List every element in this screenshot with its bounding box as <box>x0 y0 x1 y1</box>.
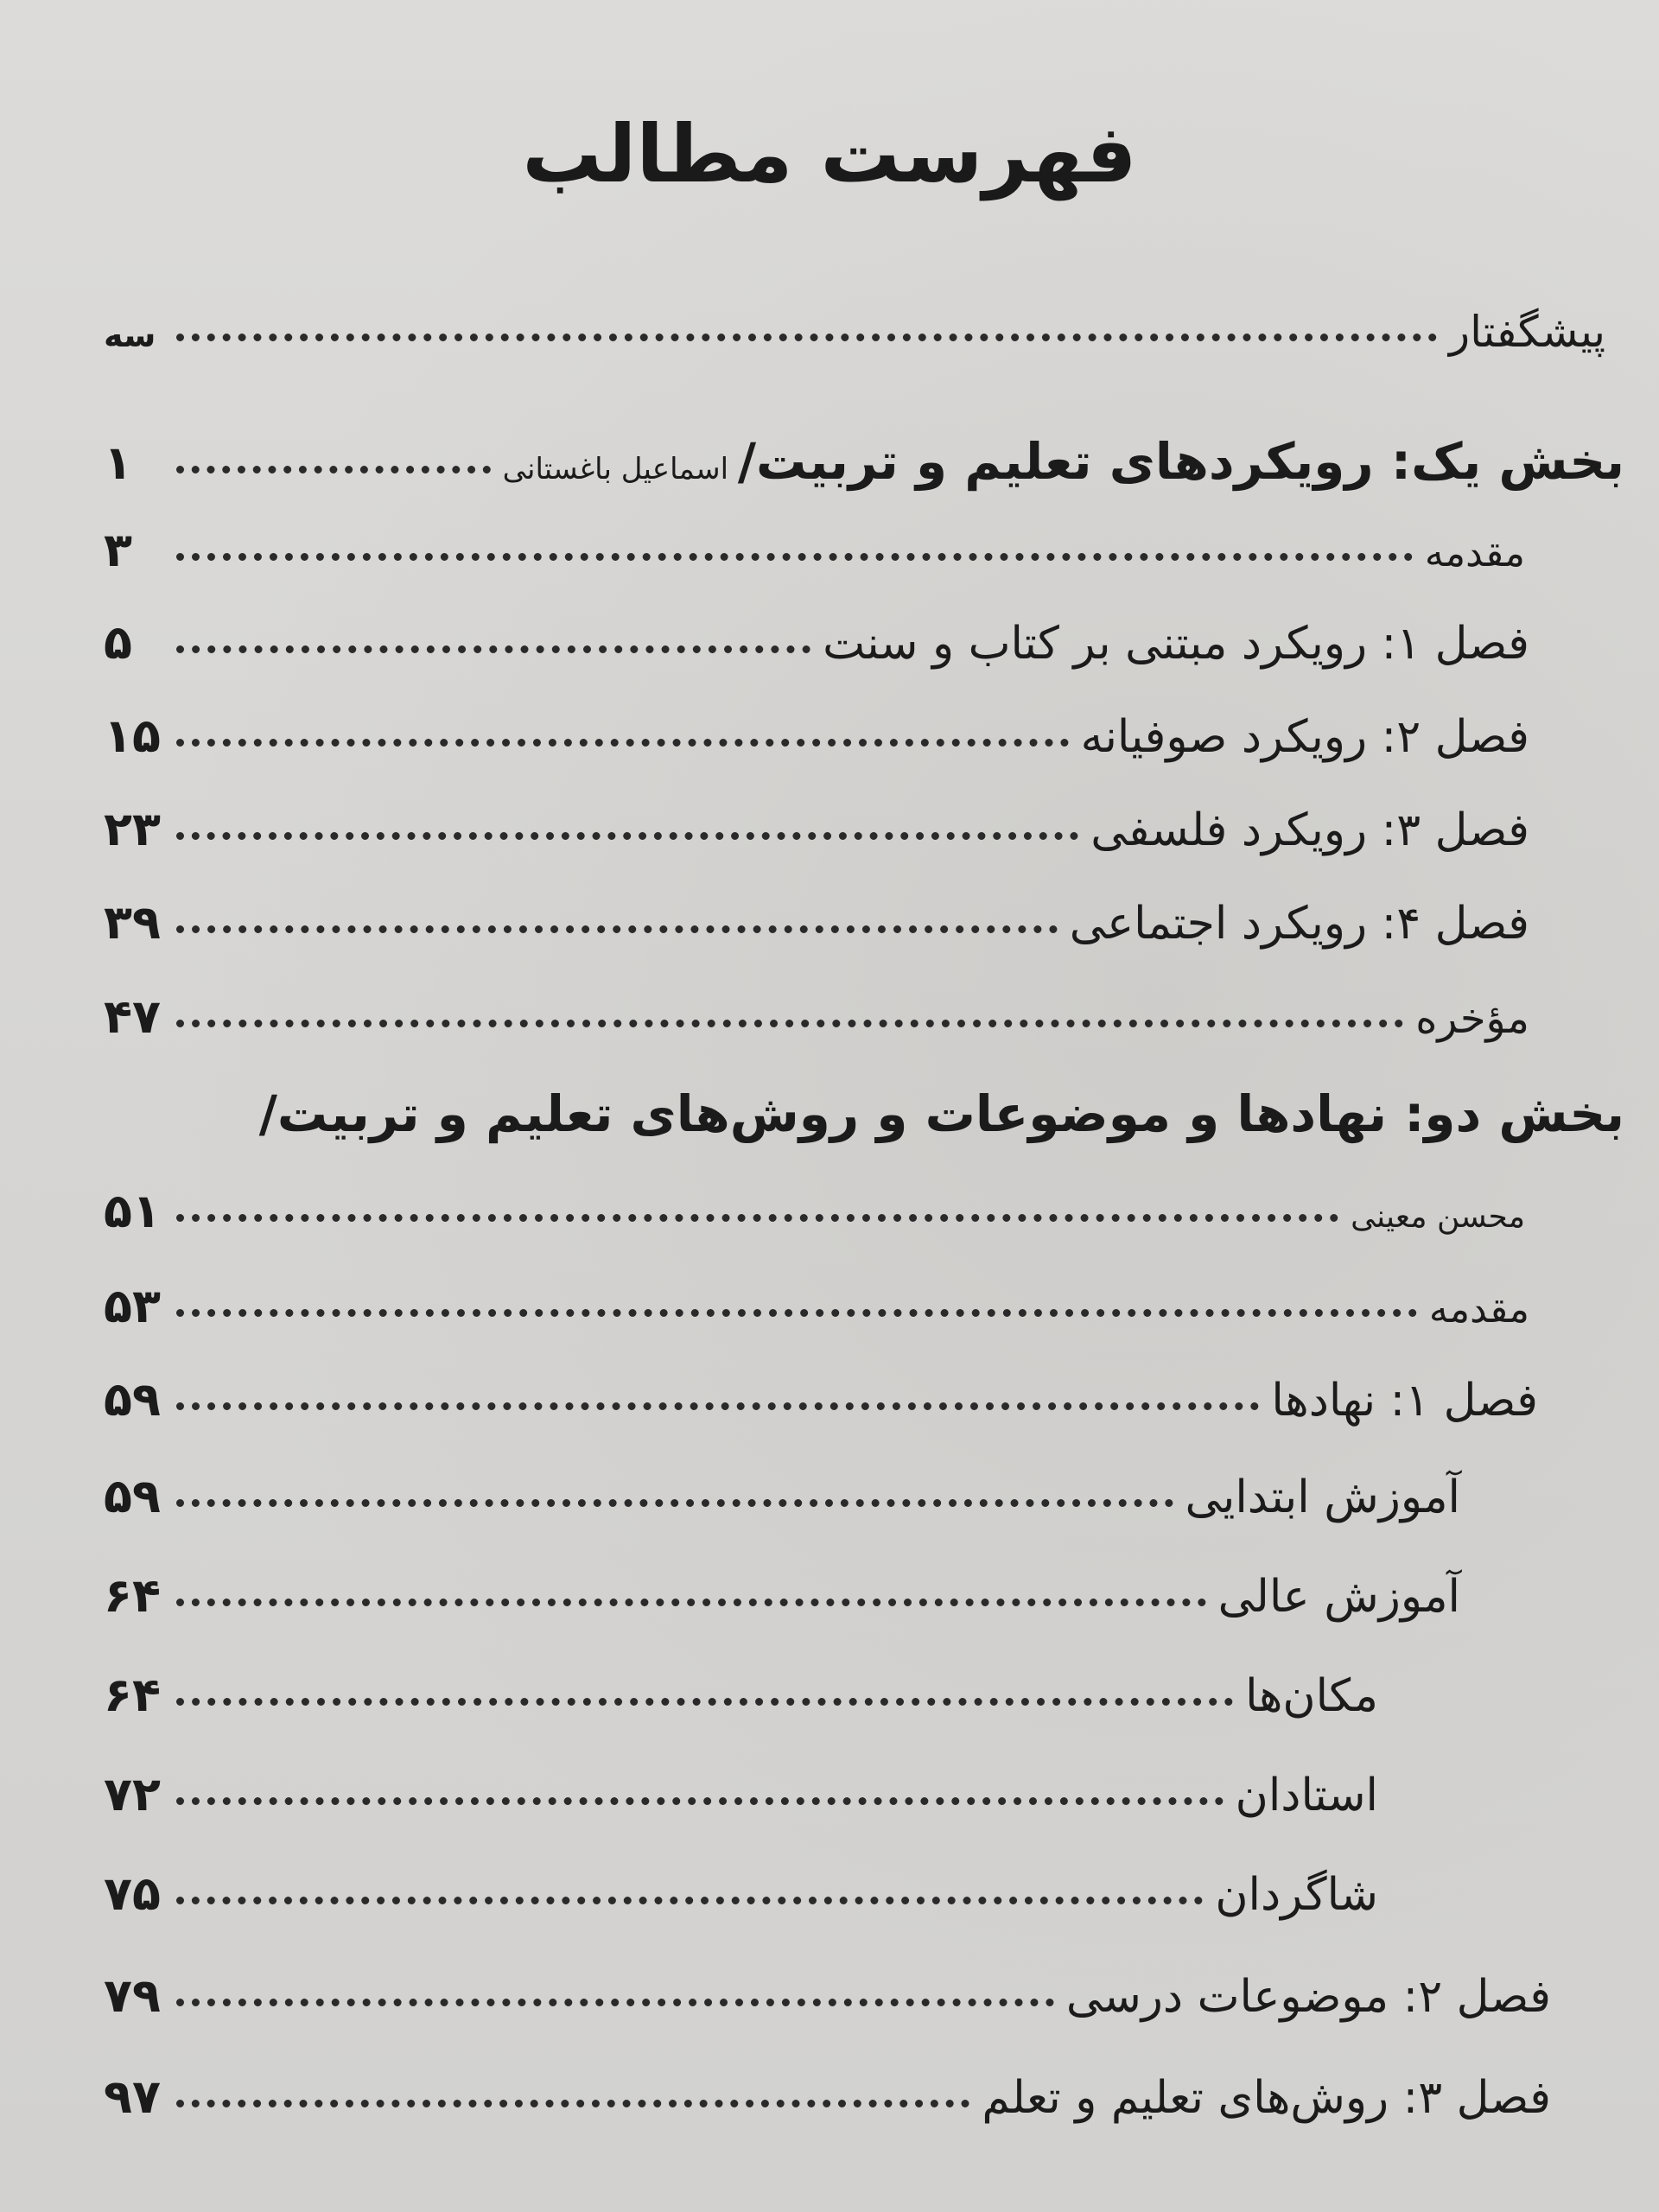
toc-entry-institutions <box>104 1372 1538 1441</box>
dot-leader <box>176 1214 1338 1222</box>
dot-leader <box>176 553 1413 561</box>
toc-entry-preface <box>104 307 1605 376</box>
toc-entry-label: پیشگفتار <box>1449 307 1605 357</box>
toc-entry-introduction <box>104 523 1525 592</box>
toc-entry-part-two: بخش دو: نهادها و موضوعات و روش‌های تعلیم و تربیت/ <box>258 1084 1624 1143</box>
toc-entry-label: مقدمه <box>1424 531 1525 575</box>
toc-entry-label: فصل ۱: رویکرد مبتنی بر کتاب و سنت <box>823 618 1529 670</box>
toc-entry-teachers <box>104 1767 1378 1836</box>
dot-leader <box>176 1999 1054 2006</box>
toc-page-number: ۵۹ <box>104 1372 161 1427</box>
dot-leader <box>176 2100 969 2107</box>
toc-page-number: ۱ <box>104 435 132 490</box>
toc-entry-teaching-methods <box>104 2069 1551 2139</box>
toc-entry-part-two-author <box>104 1184 1525 1253</box>
toc-entry-epilogue <box>104 989 1529 1058</box>
page-title: فهرست مطالب <box>522 108 1137 200</box>
dot-leader <box>176 1020 1403 1027</box>
toc-page-number: ۶۴ <box>104 1668 161 1722</box>
toc-entry-places <box>104 1668 1378 1737</box>
toc-page-number: ۷۲ <box>104 1767 161 1821</box>
dot-leader <box>176 1499 1173 1507</box>
toc-page-number: ۲۳ <box>104 802 161 856</box>
dot-leader <box>176 1897 1203 1904</box>
toc-entry-label: محسن معینی <box>1351 1199 1525 1235</box>
toc-page-number: ۳۹ <box>104 895 161 950</box>
toc-page-number: ۹۷ <box>104 2069 161 2124</box>
toc-page-number: ۶۴ <box>104 1568 161 1623</box>
toc-entry-primary-education <box>104 1469 1460 1538</box>
part-title: بخش یک: رویکردهای تعلیم و تربیت/ <box>737 432 1624 491</box>
toc-page-number: ۵ <box>104 615 132 670</box>
toc-page-number: ۵۱ <box>104 1184 161 1238</box>
toc-entry-label <box>503 432 1624 491</box>
toc-entry-chapter-2 <box>104 709 1529 778</box>
dot-leader <box>176 334 1437 341</box>
toc-entry-label: استادان <box>1235 1770 1378 1821</box>
toc-entry-label: مقدمه <box>1428 1287 1529 1332</box>
toc-entry-label: فصل ۱: نهادها <box>1271 1375 1538 1427</box>
toc-page-number: ۷۵ <box>104 1866 161 1921</box>
toc-entry-higher-education <box>104 1568 1460 1637</box>
dot-leader <box>176 925 1058 933</box>
toc-page-number: ۳ <box>104 523 132 577</box>
toc-page-number: ۱۵ <box>104 709 161 763</box>
toc-entry-introduction-2 <box>104 1279 1529 1348</box>
part-author: اسماعیل باغستانی <box>502 452 738 486</box>
toc-page-number: ۵۳ <box>104 1279 161 1333</box>
toc-entry-label: آموزش عالی <box>1217 1571 1460 1623</box>
toc-entry-label: فصل ۳: روش‌های تعلیم و تعلم <box>982 2072 1551 2124</box>
toc-entry-chapter-3 <box>104 802 1529 871</box>
toc-entry-label: فصل ۲: رویکرد صوفیانه <box>1080 711 1529 763</box>
toc-page-number: سه <box>104 316 156 354</box>
dot-leader <box>176 1698 1233 1706</box>
dot-leader <box>176 1402 1259 1410</box>
toc-page-number: ۴۷ <box>104 989 161 1044</box>
toc-page-number: ۵۹ <box>104 1469 161 1523</box>
dot-leader <box>176 1309 1417 1317</box>
toc-entry-label: مکان‌ها <box>1245 1670 1378 1722</box>
dot-leader <box>176 739 1069 747</box>
dot-leader <box>176 832 1078 840</box>
toc-entry-students <box>104 1866 1378 1936</box>
dot-leader <box>176 1599 1206 1606</box>
toc-entry-part-one <box>104 432 1624 501</box>
dot-leader <box>176 645 810 653</box>
toc-page-number: ۷۹ <box>104 1968 161 2023</box>
toc-entry-chapter-4 <box>104 895 1529 964</box>
toc-entry-label: مؤخره <box>1415 995 1529 1043</box>
dot-leader <box>176 466 491 474</box>
toc-entry-label: فصل ۲: موضوعات درسی <box>1065 1971 1551 2023</box>
toc-entry-label: آموزش ابتدایی <box>1185 1471 1460 1523</box>
toc-entry-subjects <box>104 1968 1551 2037</box>
toc-entry-label: فصل ۴: رویکرد اجتماعی <box>1069 898 1529 950</box>
toc-entry-chapter-1 <box>104 615 1529 684</box>
dot-leader <box>176 1797 1224 1805</box>
toc-entry-label: فصل ۳: رویکرد فلسفی <box>1090 804 1529 856</box>
toc-entry-label: شاگردان <box>1215 1869 1378 1921</box>
